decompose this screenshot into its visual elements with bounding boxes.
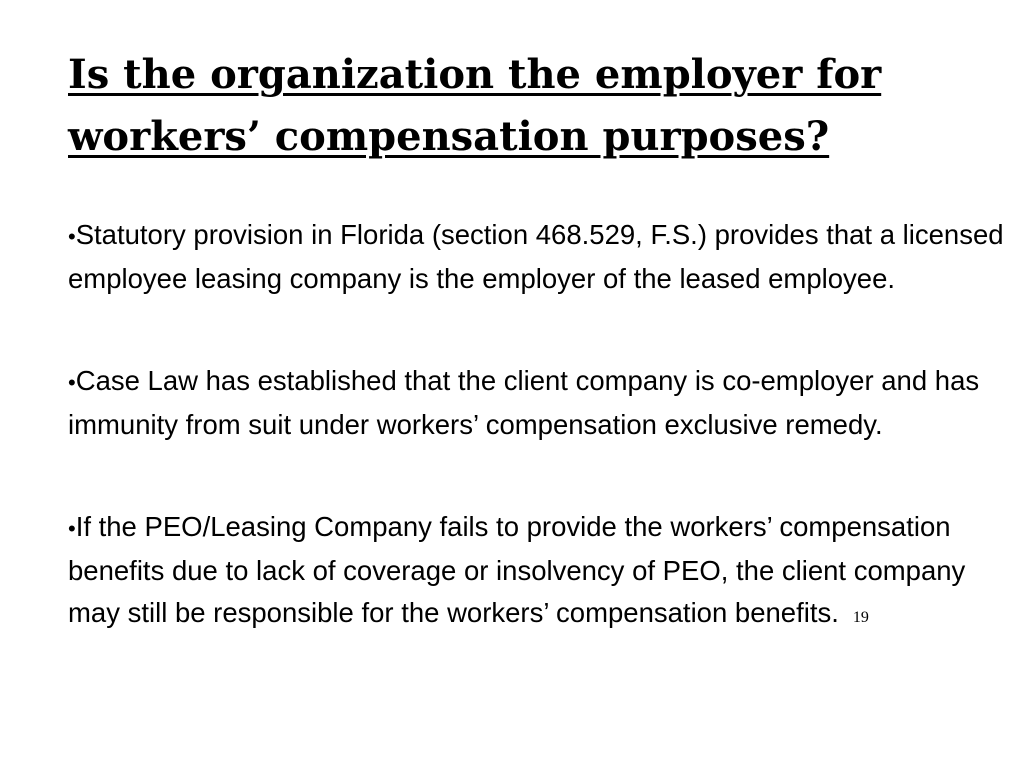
bullet-item-case-law [68, 360, 1013, 446]
bullet-icon: • [68, 224, 76, 249]
page-number: 19 [852, 609, 869, 626]
bullet-list [68, 214, 1013, 699]
bullet-text: If the PEO/Leasing Company fails to provide the workers’ compensation benefits due to lack of coverage or insolvency of PEO, the client company may still be responsible for the workers’ compensation benefits. [68, 511, 966, 628]
bullet-icon: • [68, 516, 76, 541]
bullet-item-peo-failure [68, 506, 1013, 639]
bullet-text: Statutory provision in Florida (section 468.529, F.S.) provides that a licensed employee leasing company is the employer of the leased employee. [68, 219, 1004, 294]
bullet-icon: • [68, 370, 76, 395]
slide-title-text: Is the organization the employer for workers’ compensation purposes? [68, 51, 882, 160]
bullet-text: Case Law has established that the client company is co-employer and has immunity from suit under workers’ compensation exclusive remedy. [68, 365, 980, 440]
slide-title [68, 44, 968, 168]
bullet-item-statutory-provision [68, 214, 1013, 300]
